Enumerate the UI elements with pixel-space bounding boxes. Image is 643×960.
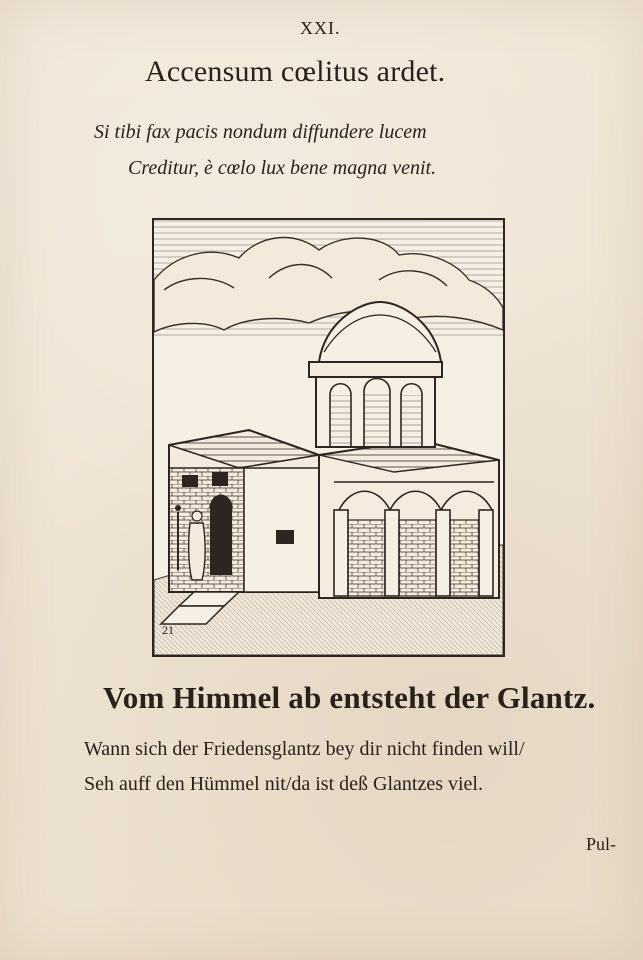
colonnade	[319, 440, 499, 598]
engraving-illustration	[154, 220, 503, 655]
plate-number: 21	[162, 623, 174, 637]
left-building	[169, 430, 319, 592]
german-title: Vom Himmel ab entsteht der Glantz.	[103, 680, 596, 715]
page-number: XXI.	[300, 18, 341, 38]
catchword: Pul-	[586, 834, 617, 854]
german-verse-line-2: Seh auff den Hümmel nit/da ist deß Glantzes viel.	[84, 773, 483, 795]
engraving-plate	[152, 218, 505, 657]
emblem-title: Accensum cœlitus ardet.	[145, 55, 446, 88]
german-verse-line-1: Wann sich der Friedensglantz bey dir nicht finden will/	[84, 738, 525, 760]
latin-verse-line-1: Si tibi fax pacis nondum diffundere lucem	[94, 121, 427, 143]
latin-verse-line-2: Creditur, è cœlo lux bene magna venit.	[128, 157, 437, 179]
